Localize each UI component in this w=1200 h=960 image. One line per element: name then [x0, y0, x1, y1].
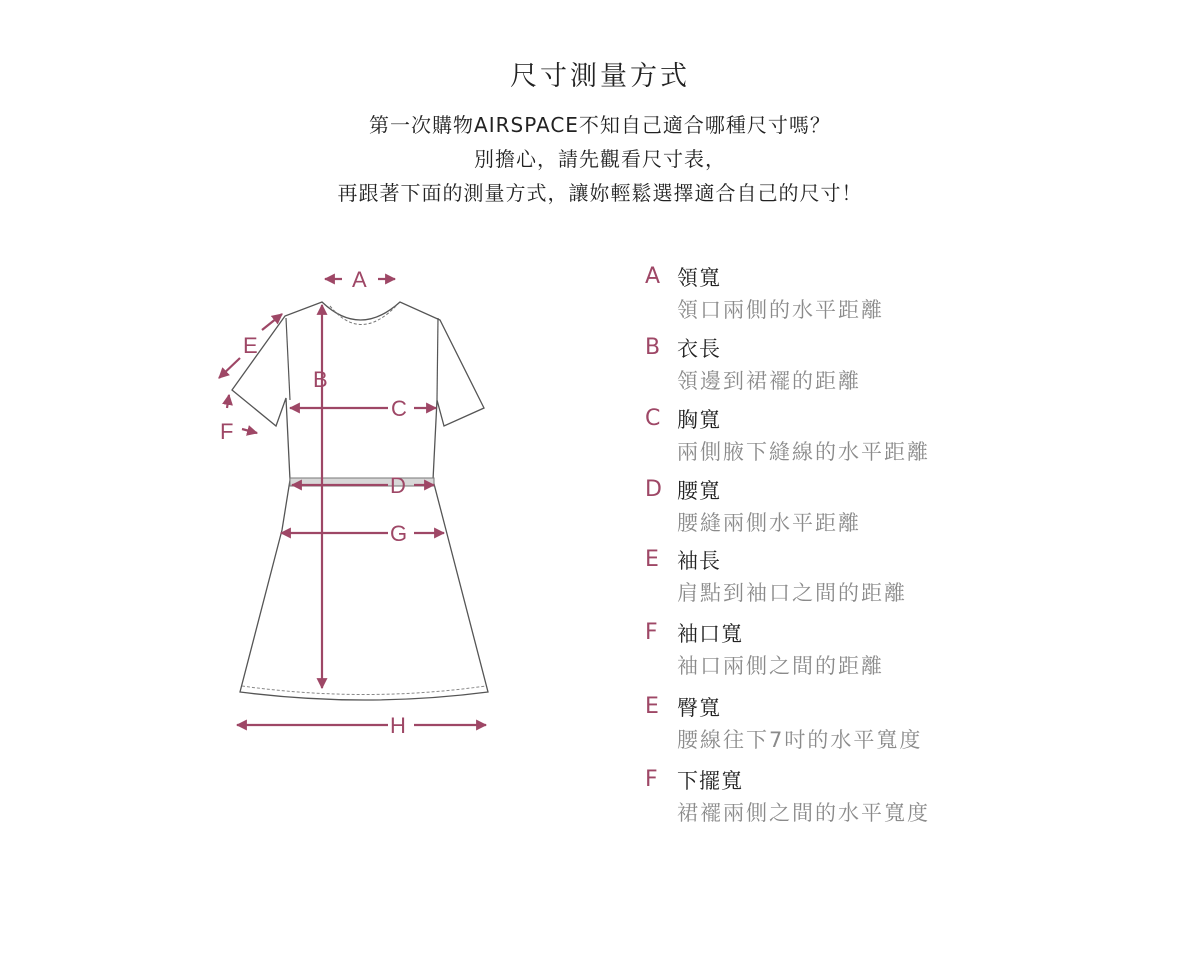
- legend-name: 領寬: [677, 266, 721, 290]
- intro-line-1: 第一次購物AIRSPACE不知自己適合哪種尺寸嗎？: [369, 113, 831, 137]
- intro-line-3: 再跟著下面的測量方式，讓妳輕鬆選擇適合自己的尺寸！: [337, 181, 863, 205]
- label-g: G: [390, 521, 408, 546]
- legend-name: 胸寬: [677, 408, 721, 432]
- measure-arrow-e-down: [219, 358, 240, 378]
- label-h: H: [390, 713, 406, 738]
- dress-diagram: [200, 250, 520, 750]
- page-title: 尺寸測量方式: [510, 61, 690, 92]
- legend-letter: F: [645, 620, 658, 645]
- legend-letter: B: [645, 335, 661, 360]
- legend-name: 袖長: [677, 549, 721, 573]
- legend-desc: 領口兩側的水平距離: [677, 298, 884, 322]
- label-d: D: [390, 473, 406, 498]
- legend-desc: 袖口兩側之間的距離: [677, 654, 884, 678]
- intro-line-2: 別擔心，請先觀看尺寸表，: [474, 147, 726, 171]
- measure-arrow-f-bottom: [242, 429, 257, 433]
- legend-letter: E: [645, 547, 659, 572]
- legend-desc: 領邊到裙襬的距離: [677, 369, 861, 393]
- legend-name: 腰寬: [677, 479, 721, 503]
- label-a: A: [352, 267, 367, 292]
- measure-arrow-f-top: [227, 395, 229, 408]
- legend-desc: 腰線往下7吋的水平寬度: [677, 728, 923, 752]
- label-b: B: [313, 367, 328, 392]
- intro-text: [0, 108, 1200, 210]
- legend-desc: 腰縫兩側水平距離: [677, 511, 861, 535]
- legend-letter: A: [645, 264, 661, 289]
- legend-name: 下擺寬: [677, 769, 743, 793]
- legend-letter: C: [645, 406, 661, 431]
- legend-letter: F: [645, 767, 658, 792]
- dress-outline: [232, 302, 488, 700]
- legend-desc: 肩點到袖口之間的距離: [677, 581, 907, 605]
- legend-name: 臀寬: [677, 696, 721, 720]
- label-e: E: [243, 333, 258, 358]
- legend-letter: E: [645, 694, 659, 719]
- label-f: F: [220, 419, 234, 444]
- label-c: C: [391, 396, 407, 421]
- legend-desc: 裙襬兩側之間的水平寬度: [677, 801, 930, 825]
- legend-letter: D: [645, 477, 662, 502]
- legend-desc: 兩側腋下縫線的水平距離: [677, 440, 930, 464]
- legend-name: 袖口寬: [677, 622, 743, 646]
- legend-name: 衣長: [677, 337, 721, 361]
